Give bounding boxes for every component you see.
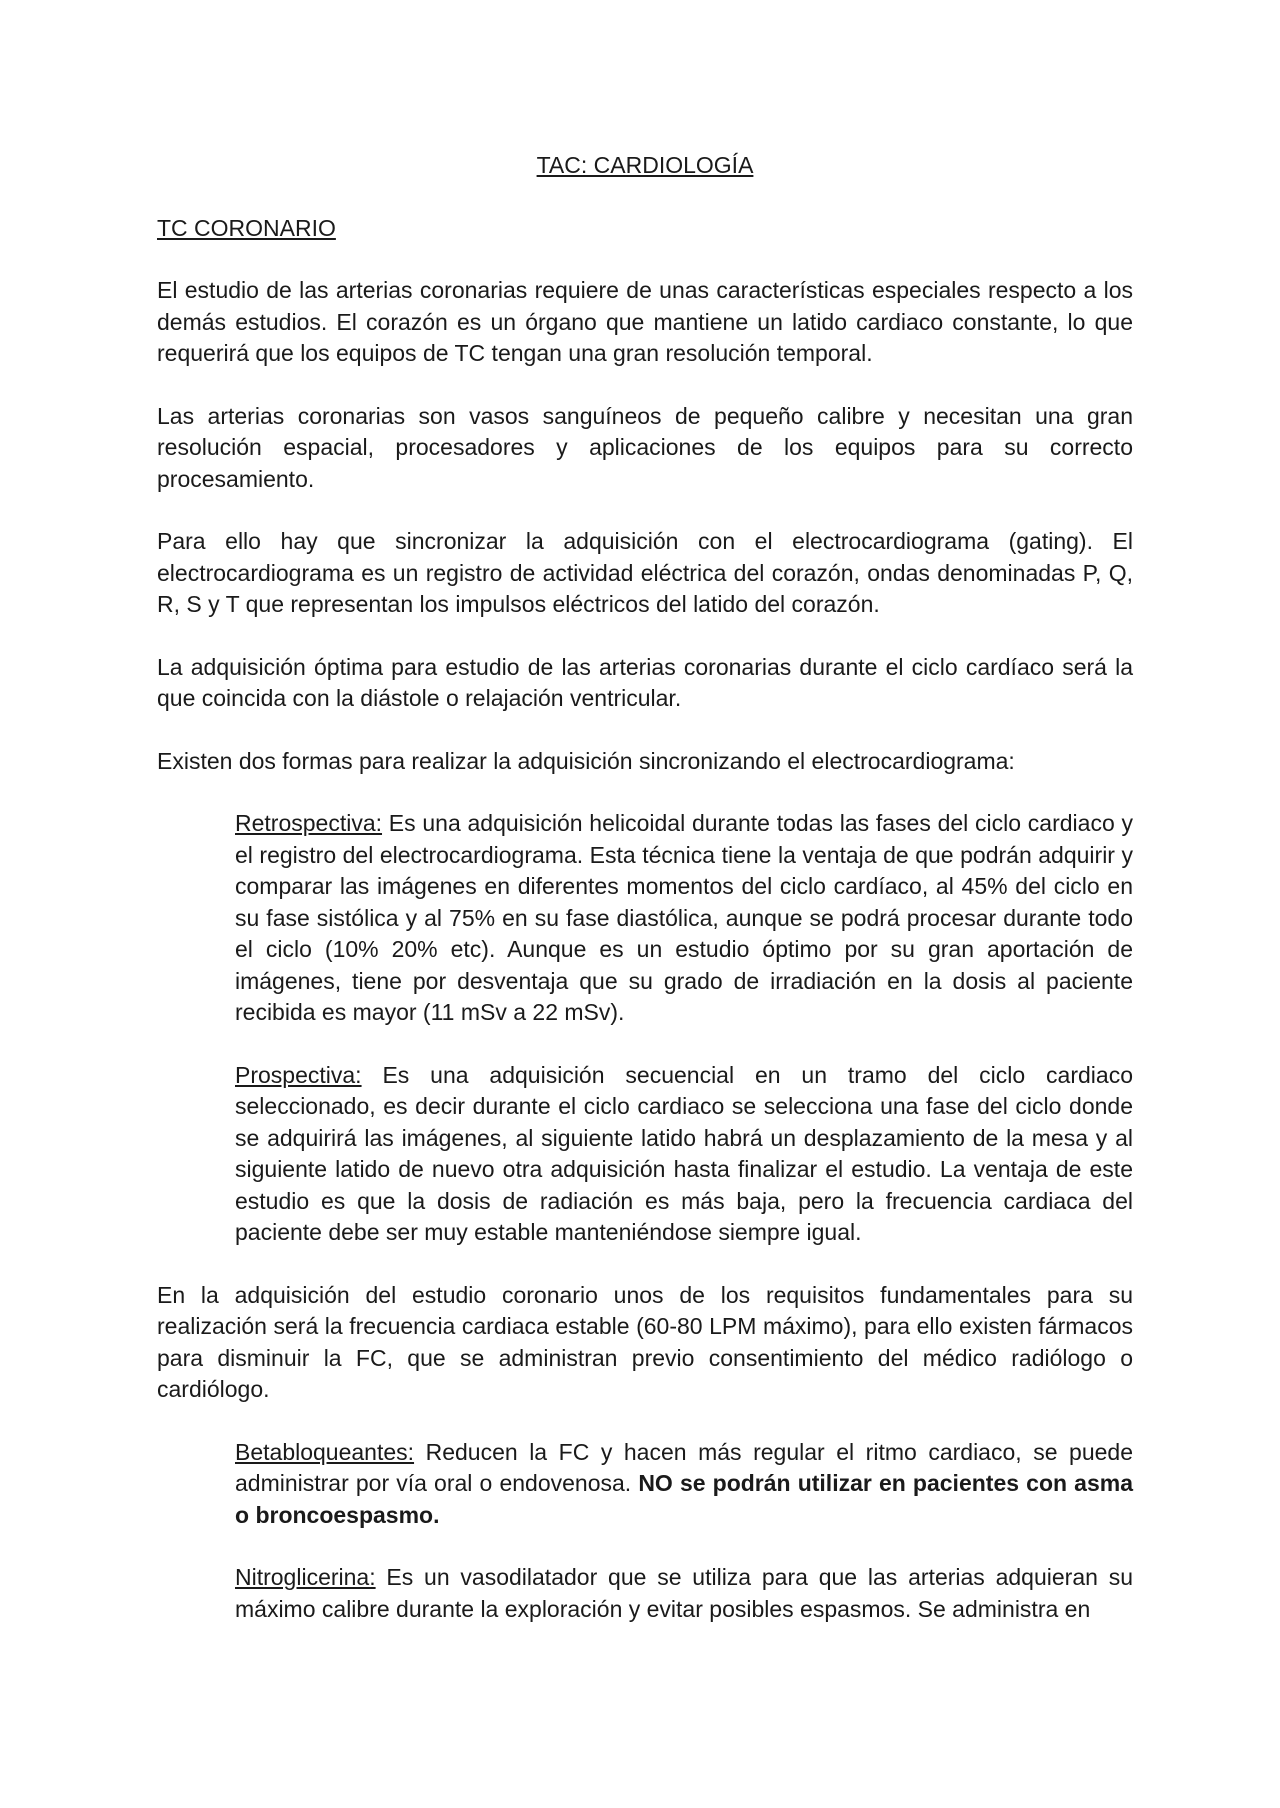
paragraph-spatial-resolution: Las arterias coronarias son vasos sanguíneos de pequeño calibre y necesitan una gran resolución espacial, procesadores y aplicaciones de los equipos para su correcto procesamiento. (157, 402, 1133, 492)
term-retrospectiva: Retrospectiva: (235, 810, 383, 836)
paragraph-gating: Para ello hay que sincronizar la adquisición con el electrocardiograma (gating). El electrocardiograma es un registro de actividad eléctrica del corazón, ondas denominadas P, Q, R, S y T que representan los impulsos eléctricos del latido del corazón. (157, 528, 1133, 617)
list-item-prospectiva (235, 1060, 1133, 1249)
text-betabloqueantes: Reducen la FC y hacen más regular el ritmo cardiaco, se puede administrar por vía oral o endovenosa. (235, 1438, 1133, 1496)
text-retrospectiva: Es una adquisición helicoidal durante todas las fases del ciclo cardiaco y el registro del electrocardiograma. Esta técnica tiene la ventaja de que podrán adquirir y comparar las imágenes en diferentes momentos del ciclo cardíaco, al 45% del ciclo en su fase sistólica y al 75% en su fase diastólica, aunque se podrá procesar durante todo el ciclo (10% 20% etc). Aunque es un estudio óptimo por su gran aportación de imágenes, tiene por desventaja que su grado de irradiación en la dosis al paciente recibida es mayor (11 mSv a 22 mSv). (235, 810, 1133, 1025)
list-item-betabloqueantes (235, 1437, 1133, 1532)
term-nitroglicerina: Nitroglicerina: (235, 1564, 376, 1590)
text-nitroglicerina: Es un vasodilatador que se utiliza para que las arterias adquieran su máximo calibre durante la exploración y evitar posibles espasmos. Se administra en (235, 1564, 1133, 1622)
paragraph-optimal-acquisition: La adquisición óptima para estudio de las arterias coronarias durante el ciclo cardíaco será la que coincida con la diástole o relajación ventricular. (157, 653, 1133, 711)
section-title: TC CORONARIO (157, 214, 336, 241)
term-betabloqueantes: Betabloqueantes: (235, 1438, 415, 1465)
paragraph-acquisition-forms: Existen dos formas para realizar la adquisición sincronizando el electrocardiograma: (157, 747, 1015, 774)
paragraph-requirements: En la adquisición del estudio coronario unos de los requisitos fundamentales para su realización será la frecuencia cardiaca estable (60-80 LPM máximo), para ello existen fármacos para disminuir la FC, que se administran previo consentimiento del médico radiólogo o cardiólogo. (157, 1281, 1133, 1402)
term-prospectiva: Prospectiva: (235, 1061, 362, 1088)
paragraph-temporal-resolution: El estudio de las arterias coronarias requiere de unas características especiales respecto a los demás estudios. El corazón es un órgano que mantiene un latido cardiaco constante, lo que requerirá que los equipos de TC tengan una gran resolución temporal. (157, 277, 1133, 366)
warning-betabloqueantes: NO se podrán utilizar en pacientes con asma o broncoespasmo. (235, 1470, 1133, 1528)
document-page (157, 150, 1133, 1656)
text-prospectiva: Es una adquisición secuencial en un tramo del ciclo cardiaco seleccionado, es decir durante el ciclo cardiaco se selecciona una fase del ciclo donde se adquirirá las imágenes, al siguiente latido habrá un desplazamiento de la mesa y al siguiente latido de nuevo otra adquisición hasta finalizar el estudio. La ventaja de este estudio es que la dosis de radiación es más baja, pero la frecuencia cardiaca del paciente debe ser muy estable manteniéndose siempre igual. (235, 1061, 1133, 1245)
list-item-nitroglicerina (235, 1562, 1133, 1625)
list-item-retrospectiva (235, 808, 1133, 1029)
page-title: TAC: CARDIOLOGÍA (536, 152, 754, 178)
